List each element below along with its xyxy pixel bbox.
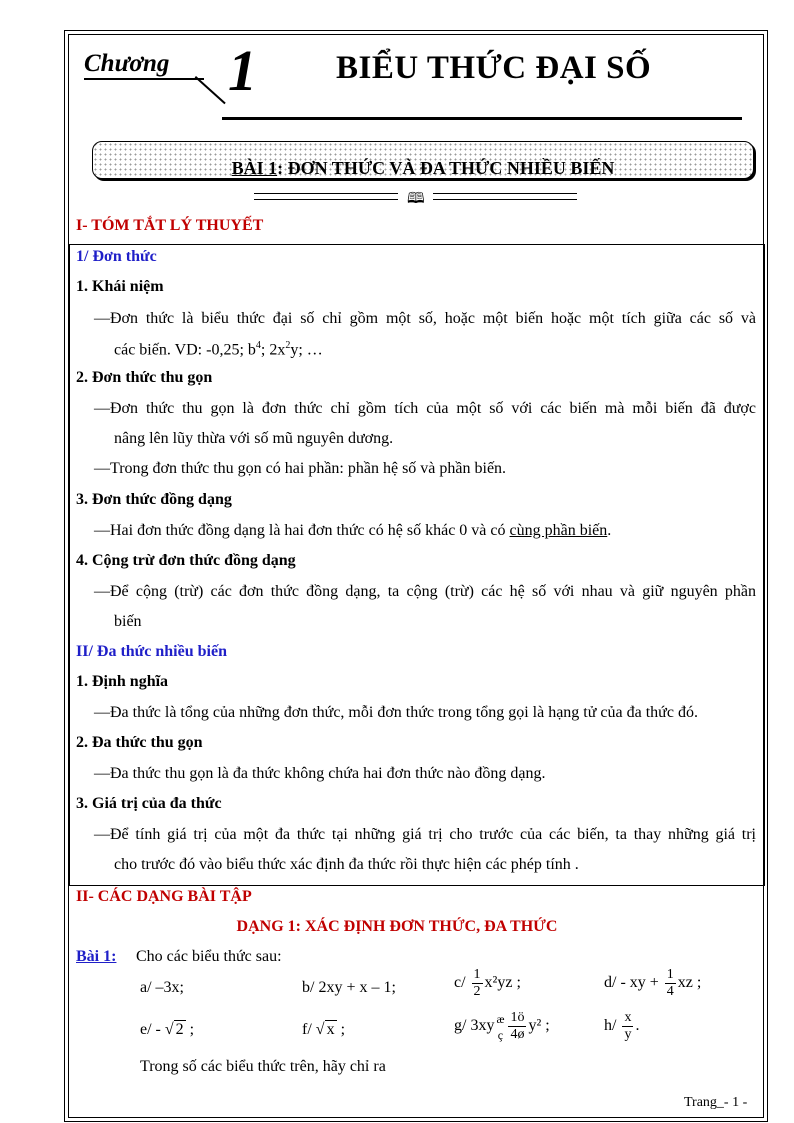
- text-thu-gon-3: —Trong đơn thức thu gọn có hai phần: phần hệ số và phần biến.: [94, 460, 507, 477]
- chapter-title: BIỂU THỨC ĐẠI SỐ: [336, 50, 652, 86]
- book-icon: 🕮: [407, 189, 425, 207]
- text-dinh-nghia: —Đa thức là tổng của những đơn thức, mỗi đơn thức trong tổng gọi là hạng tử của đa thức đó.: [94, 704, 698, 721]
- expr-d-pre: d/ - xy +: [604, 974, 659, 992]
- expr-c-pre: c/: [454, 974, 466, 992]
- expr-d-post: xz ;: [677, 974, 702, 992]
- heading-da-thuc-thu-gon: 2. Đa thức thu gọn: [76, 734, 203, 751]
- expr-d: [604, 967, 701, 1000]
- fraction-x-over-y: [622, 1010, 633, 1043]
- text-khai-niem-2b: ; 2x: [260, 341, 286, 359]
- text-dong-dang-underlined: cùng phần biến: [509, 522, 608, 539]
- sup-2: 2: [285, 340, 291, 351]
- fraction-den: y: [624, 1027, 632, 1042]
- fraction-half: [472, 967, 483, 1000]
- heading-dong-dang: 3. Đơn thức đồng dạng: [76, 491, 232, 508]
- chapter-underline: [84, 78, 204, 80]
- sqrt-radicand: x: [326, 1021, 335, 1038]
- lesson-banner: [92, 141, 754, 179]
- heading-khai-niem: 1. Khái niệm: [76, 278, 164, 295]
- text-cong-tru-1: —Để cộng (trừ) các đơn thức đồng dạng, ta cộng (trừ) các hệ số với nhau và giữ nguyên phần: [94, 583, 756, 600]
- text-khai-niem-1: —Đơn thức là biểu thức đại số chỉ gồm một số, hoặc một biến hoặc một tích giữa các số và: [94, 310, 756, 327]
- expr-h: [604, 1010, 639, 1043]
- expr-e-post: ;: [189, 1021, 195, 1038]
- fraction-quarter: [665, 967, 676, 1000]
- section-exercises-title: II- CÁC DẠNG BÀI TẬP: [76, 888, 252, 905]
- text-khai-niem-2: [114, 340, 323, 359]
- text-khai-niem-2c: y; …: [290, 341, 323, 359]
- divider-right: [433, 193, 577, 200]
- dang1-title: DẠNG 1: XÁC ĐỊNH ĐƠN THỨC, ĐA THỨC: [236, 918, 558, 935]
- expr-h-post: .: [635, 1017, 640, 1035]
- fraction-num: 1ö: [510, 1010, 525, 1025]
- fraction-num: x: [624, 1010, 632, 1025]
- chapter-rule: [222, 117, 742, 120]
- expr-f-post: ;: [340, 1021, 346, 1038]
- text-dong-dang-a: —Hai đơn thức đồng dạng là hai đơn thức có hệ số khác 0 và có: [94, 522, 510, 539]
- fraction-num: 1: [473, 967, 481, 982]
- lesson-title: : ĐƠN THỨC VÀ ĐA THỨC NHIỀU BIẾN: [277, 158, 615, 178]
- text-da-thuc-thu-gon: —Đa thức thu gọn là đa thức không chứa hai đơn thức nào đồng dạng.: [94, 765, 546, 782]
- sqrt-radicand: 2: [175, 1021, 184, 1038]
- expr-g-post: y² ;: [528, 1017, 550, 1035]
- part2-title: II/ Đa thức nhiều biến: [76, 643, 227, 660]
- text-dong-dang: [94, 522, 611, 540]
- fraction-den: 4: [666, 984, 674, 999]
- text-cong-tru-2: biến: [114, 613, 142, 630]
- exercise-label: Bài 1:: [76, 948, 117, 965]
- fraction-den: 2: [473, 984, 481, 999]
- text-gia-tri-2: cho trước đó vào biểu thức xác định đa thức rồi thực hiện các phép tính .: [114, 856, 579, 873]
- expr-h-pre: h/: [604, 1017, 617, 1035]
- exercise-prompt: Cho các biểu thức sau:: [136, 948, 282, 965]
- heading-gia-tri: 3. Giá trị của đa thức: [76, 795, 222, 812]
- expr-e-pre: e/ -: [140, 1021, 161, 1038]
- heading-don-thuc-thu-gon: 2. Đơn thức thu gọn: [76, 369, 213, 386]
- page-number: Trang_- 1 -: [684, 1095, 748, 1110]
- exercise-question: Trong số các biểu thức trên, hãy chỉ ra: [140, 1058, 386, 1075]
- expr-e: e/ - √ 2 ;: [140, 1021, 195, 1038]
- part1-title: 1/ Đơn thức: [76, 248, 157, 265]
- text-dong-dang-b: .: [607, 522, 612, 539]
- expr-a: a/ –3x;: [140, 979, 184, 996]
- text-thu-gon-2: nâng lên lũy thừa với số mũ nguyên dương.: [114, 430, 394, 447]
- lesson-label: BÀI 1: [231, 158, 278, 178]
- text-khai-niem-2a: các biến. VD: -0,25; b: [114, 341, 256, 359]
- paren-glyphs: [494, 1011, 506, 1043]
- expr-c-post: x²yz ;: [484, 974, 521, 992]
- expr-b: b/ 2xy + x – 1;: [302, 979, 396, 996]
- section-theory-title: I- TÓM TẮT LÝ THUYẾT: [76, 217, 264, 234]
- paren-bot: ç: [497, 1027, 504, 1042]
- expr-c: [454, 967, 521, 1000]
- fraction-den: 4ø: [510, 1027, 525, 1042]
- chapter-word: Chương: [84, 50, 170, 77]
- expr-f-pre: f/: [302, 1021, 312, 1038]
- heading-cong-tru: 4. Cộng trừ đơn thức đồng dạng: [76, 552, 296, 569]
- text-thu-gon-1: —Đơn thức thu gọn là đơn thức chỉ gồm tích của một số với các biến mà mỗi biến đã được: [94, 400, 756, 417]
- text-gia-tri-1: —Để tính giá trị của một đa thức tại những giá trị cho trước của các biến, ta thay những giá trị: [94, 826, 756, 843]
- fraction-num: 1: [666, 967, 674, 982]
- heading-dinh-nghia: 1. Định nghĩa: [76, 673, 169, 690]
- chapter-number: 1: [228, 38, 257, 103]
- fraction-g: [508, 1010, 526, 1043]
- expr-g: [454, 1010, 550, 1043]
- expr-f: f/ √ x ;: [302, 1021, 346, 1038]
- sup-4: 4: [255, 340, 261, 351]
- divider-left: [254, 193, 398, 200]
- expr-g-pre: g/ 3xy: [454, 1017, 495, 1035]
- paren-top: æ: [496, 1011, 505, 1026]
